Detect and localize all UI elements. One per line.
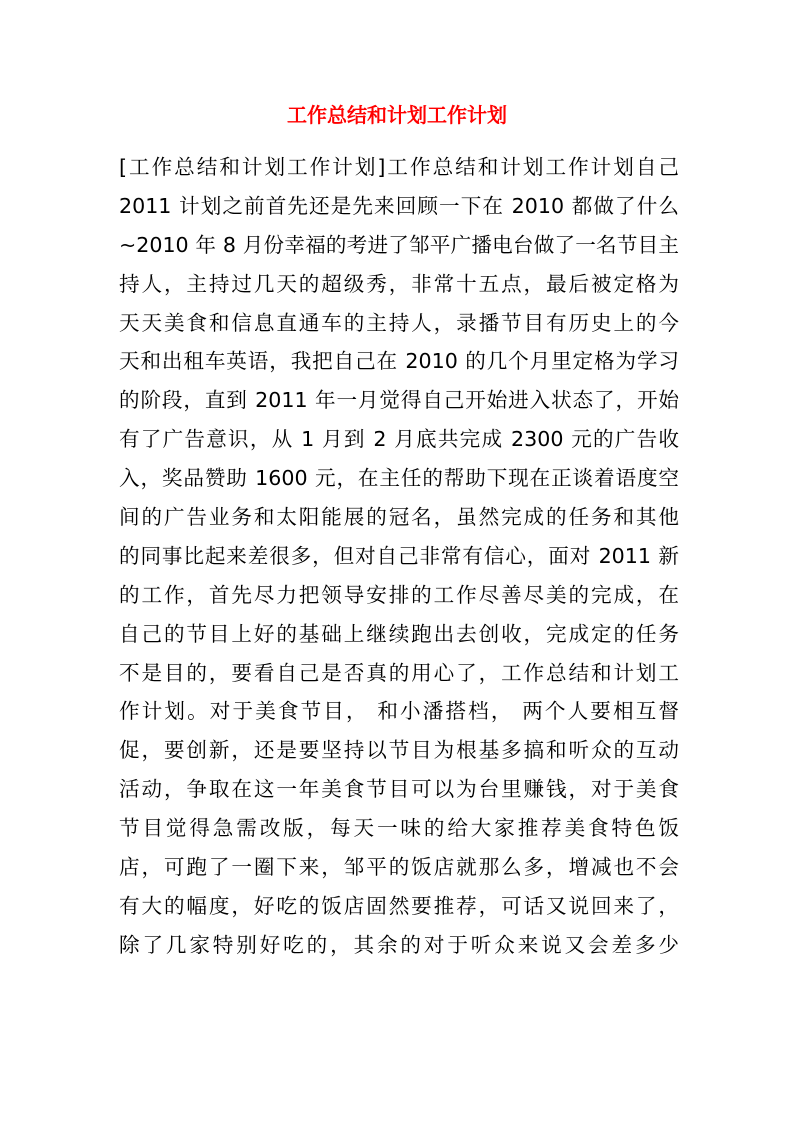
- body-line: 入，奖品赞助 1600 元，在主任的帮助下现在正谈着语度空: [119, 466, 679, 491]
- body-line: 有大的幅度，好吃的饭店固然要推荐，可话又说回来了，: [119, 893, 679, 918]
- body-line: [工作总结和计划工作计划]工作总结和计划工作计划自己: [119, 155, 679, 179]
- body-line: 作计划。对于美食节目， 和小潘搭档， 两个人要相互督: [119, 699, 679, 724]
- body-line: 的工作，首先尽力把领导安排的工作尽善尽美的完成，在: [119, 582, 679, 607]
- body-line: 间的广告业务和太阳能展的冠名，虽然完成的任务和其他: [119, 505, 679, 530]
- body-line: 节目觉得急需改版，每天一味的给大家推荐美食特色饭: [119, 816, 679, 841]
- body-line: 除了几家特别好吃的，其余的对于听众来说又会差多少: [119, 932, 679, 957]
- body-line: 促，要创新，还是要坚持以节目为根基多搞和听众的互动: [119, 738, 679, 763]
- body-line: 持人，主持过几天的超级秀，非常十五点，最后被定格为: [119, 271, 679, 296]
- document-body: [119, 148, 679, 965]
- body-line: 天天美食和信息直通车的主持人，录播节目有历史上的今: [119, 310, 679, 335]
- body-line: 店，可跑了一圈下来，邹平的饭店就那么多，增减也不会: [119, 855, 679, 880]
- body-line: 活动，争取在这一年美食节目可以为台里赚钱，对于美食: [119, 777, 679, 802]
- body-line: 有了广告意识，从 1 月到 2 月底共完成 2300 元的广告收: [119, 427, 679, 452]
- body-line: 的同事比起来差很多，但对自己非常有信心，面对 2011 新: [119, 543, 679, 568]
- body-line: 不是目的，要看自己是否真的用心了，工作总结和计划工: [119, 660, 679, 685]
- body-line: ~2010 年 8 月份幸福的考进了邹平广播电台做了一名节目主: [119, 232, 679, 257]
- body-line: 自己的节目上好的基础上继续跑出去创收，完成定的任务: [119, 621, 679, 646]
- body-line: 2011 计划之前首先还是先来回顾一下在 2010 都做了什么: [119, 193, 679, 218]
- body-line: 的阶段，直到 2011 年一月觉得自己开始进入状态了，开始: [119, 388, 679, 413]
- document-title: 工作总结和计划工作计划: [287, 103, 507, 127]
- body-line: 天和出租车英语，我把自己在 2010 的几个月里定格为学习: [119, 349, 679, 374]
